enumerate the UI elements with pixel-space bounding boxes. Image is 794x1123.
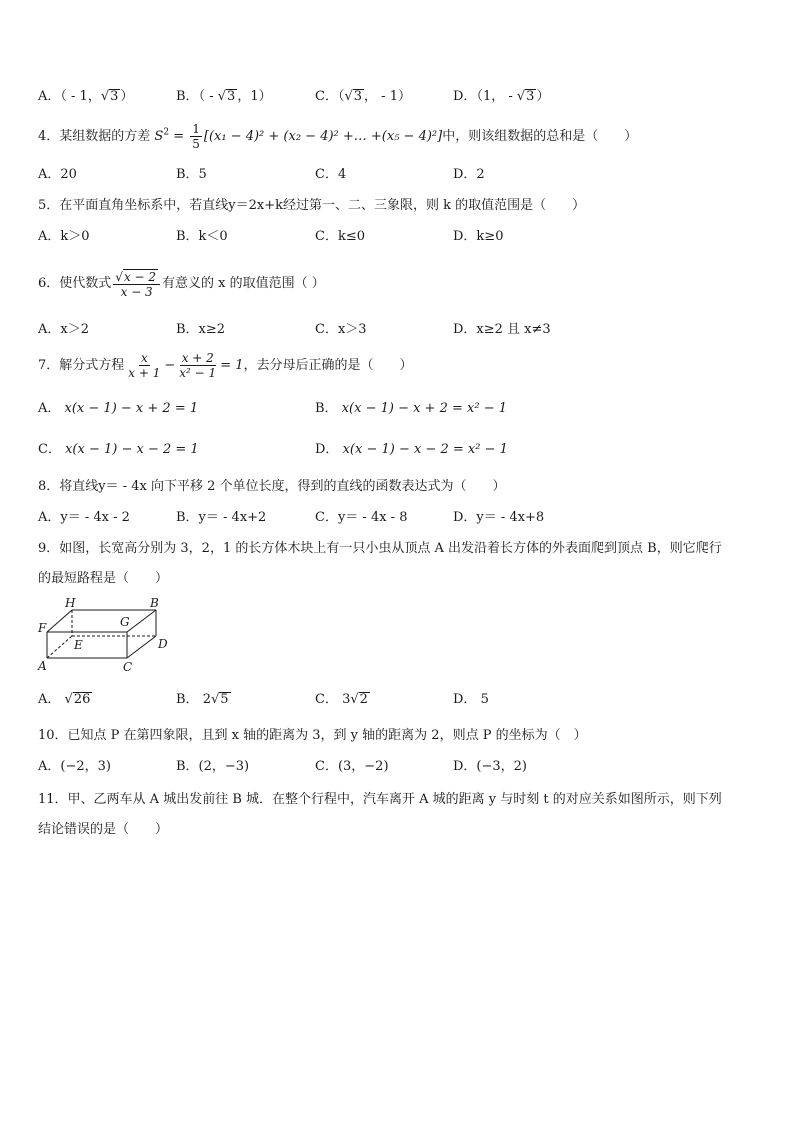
label-a: A <box>38 659 47 673</box>
label-d: D <box>158 637 168 651</box>
q7-option-a: A． x(x − 1) − x + 2 = 1 <box>38 401 199 416</box>
q10-stem: 10．已知点 P 在第四象限，且到 x 轴的距离为 3，到 y 轴的距离为 2，则点 P 的坐标为（ ） <box>38 728 587 743</box>
label-e: E <box>74 638 83 652</box>
label-b: B <box>150 596 159 610</box>
q3-option-a: A．（ - 1，√3 ） <box>38 89 134 104</box>
q4-option-c: C．4 <box>315 167 347 182</box>
q4-fraction: $\frac{1}{5}$ <box>192 122 200 151</box>
q6-fraction: $\frac{√x - 2}{x - 3}$ <box>113 269 160 299</box>
q9-option-c: C． 3√2 <box>315 692 368 707</box>
q9-stem-line-2: 的最短路程是（ ） <box>38 571 169 586</box>
q5-option-a: A．k＞0 <box>38 229 90 244</box>
q9-option-a: A． √26 <box>38 692 91 707</box>
q8-stem: 8．将直线y＝ - 4x 向下平移 2 个单位长度，得到的直线的函数表达式为（ ） <box>38 479 506 494</box>
q4-variance-symbol: $S^2$ = <box>154 127 189 144</box>
q5-option-d: D．k≥0 <box>453 229 504 244</box>
q8-option-c: C．y＝ - 4x - 8 <box>315 510 408 525</box>
q10-option-d: D．(−3，2) <box>453 759 528 774</box>
q10-option-b: B．(2，−3) <box>176 759 250 774</box>
q4-option-b: B．5 <box>176 167 207 182</box>
q9-cuboid-figure <box>34 596 180 676</box>
label-g: G <box>120 615 130 629</box>
q3-option-c: C．（√3 ， - 1） <box>315 89 411 104</box>
q5-option-b: B．k＜0 <box>176 229 228 244</box>
q5-stem: 5．在平面直角坐标系中，若直线y＝2x+k经过第一、二、三象限，则 k 的取值范围是（ ） <box>38 198 586 213</box>
q9-option-b: B． 2√5 <box>176 692 229 707</box>
label-h: H <box>65 596 76 610</box>
q4-option-a: A．20 <box>38 167 77 182</box>
q11-stem-line-1: 11．甲、乙两车从 A 城出发前往 B 城．在整个行程中，汽车离开 A 城的距离 y 与时刻 t 的对应关系如图所示，则下列 <box>38 792 722 807</box>
q4-stem: 4．某组数据的方差 $S^2$ = $\frac{1}{5}$ [(x₁ − 4)² + (x₂ − 4)² +… +(x₅ − 4)²]中，则该组数据的总和是（ ） <box>38 122 638 151</box>
label-c: C <box>123 660 133 674</box>
q4-option-d: D．2 <box>453 167 485 182</box>
q7-fraction-1: $\frac{x}{x + 1}$ <box>128 351 161 380</box>
q7-option-d: D． x(x − 1) − x − 2 = x² − 1 <box>315 442 508 457</box>
label-f: F <box>38 621 47 635</box>
q9-option-d: D． 5 <box>453 692 489 707</box>
q6-option-d: D．x≥2 且 x≠3 <box>453 322 551 337</box>
q4-formula: [(x₁ − 4)² + (x₂ − 4)² +… +(x₅ − 4)²] <box>203 129 443 144</box>
q11-stem-line-2: 结论错误的是（ ） <box>38 822 169 837</box>
q10-option-c: C．(3，−2) <box>315 759 389 774</box>
q9-stem-line-1: 9．如图，长宽高分别为 3，2，1 的长方体木块上有一只小虫从顶点 A 出发沿着长方体的外表面爬到顶点 B，则它爬行 <box>38 541 722 556</box>
q3-option-b: B．（ - √3 ，1） <box>176 89 272 104</box>
q7-stem: 7．解分式方程 $\frac{x}{x + 1}$ − $\frac{x + 2}{\text{x² − 1}}$ = 1，去分母后正确的是（ ） <box>38 351 413 380</box>
q3-option-d: D．（1， - √3 ） <box>453 89 550 104</box>
q8-option-b: B．y＝ - 4x+2 <box>176 510 267 525</box>
q8-option-d: D．y＝ - 4x+8 <box>453 510 545 525</box>
q6-option-a: A．x＞2 <box>38 322 89 337</box>
q7-fraction-2: $\frac{x + 2}{\text{x² − 1}}$ <box>179 351 217 380</box>
q5-option-c: C．k≤0 <box>315 229 365 244</box>
q8-option-a: A．y＝ - 4x - 2 <box>38 510 130 525</box>
q7-option-b: B． x(x − 1) − x + 2 = x² − 1 <box>315 401 507 416</box>
q7-option-c: C． x(x − 1) − x − 2 = 1 <box>38 442 199 457</box>
q6-option-b: B．x≥2 <box>176 322 226 337</box>
q6-stem: 6．使代数式 $\frac{√x - 2}{x - 3}$ 有意义的 x 的取值范围（ ） <box>38 269 325 299</box>
q6-option-c: C．x＞3 <box>315 322 367 337</box>
q10-option-a: A．(−2，3) <box>38 759 111 774</box>
